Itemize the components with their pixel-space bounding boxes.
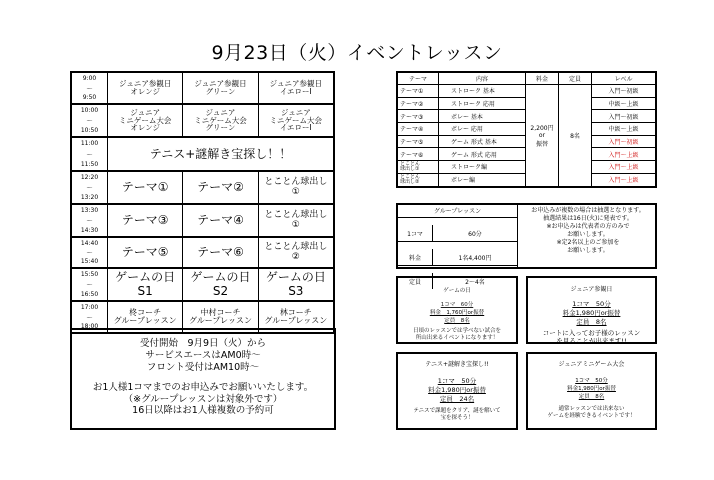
schedule-cell: ジュニア参観日 イエローⅠ bbox=[269, 79, 322, 96]
column-header: 内容 bbox=[439, 72, 526, 85]
theme-level: 中級～上級 bbox=[592, 97, 657, 110]
schedule-cell: テーマ① bbox=[108, 172, 183, 203]
schedule-cell: ジュニア ミニゲーム大会 グリーン bbox=[183, 105, 258, 136]
start-time: 11:00 bbox=[80, 140, 99, 147]
group-title: グループレッスン bbox=[398, 205, 518, 218]
theme-level: 入門～上級 bbox=[592, 161, 657, 174]
start-time: 12:20 bbox=[80, 174, 99, 181]
schedule-row: 9:00 ～ 9:50 ジュニア参観日 オレンジ ジュニア参観日 グリーン ジュニア参観日 イエローⅠ bbox=[72, 73, 333, 105]
box-line: 定員 24名 bbox=[439, 395, 475, 403]
page-title: 9月23日（火）イベントレッスン bbox=[211, 42, 503, 64]
start-time: 14:40 bbox=[80, 240, 99, 247]
schedule-cell: ジュニア参観日 グリーン bbox=[183, 73, 258, 103]
box-title: ゲームの日 bbox=[443, 288, 471, 294]
schedule-cell: テニス+謎解き宝探し！！ bbox=[149, 146, 292, 161]
schedule-cell: ゲームの日 S1 bbox=[108, 269, 183, 300]
theme-name: テーマ④ bbox=[397, 123, 439, 136]
box-line: 定員 8名 bbox=[576, 318, 607, 326]
schedule-row: 11:00 ～ 11:50 テニス+謎解き宝探し！！ bbox=[72, 138, 333, 172]
box-line: 料金 1,760円or振替 bbox=[429, 310, 485, 316]
box-desc: コートに入ってお子様のレッスン を見ることが出来ます!! bbox=[542, 329, 641, 346]
schedule-row: 14:40 ～ 15:40 テーマ⑤ テーマ⑥ とことん球出し ② bbox=[72, 238, 333, 269]
theme-level: 中級～上級 bbox=[592, 123, 657, 136]
end-time: 14:30 bbox=[80, 227, 99, 234]
junior-visit-box bbox=[526, 276, 657, 344]
theme-content: ボレー 応用 bbox=[439, 123, 526, 136]
theme-content: ストローク 応用 bbox=[439, 97, 526, 110]
schedule-row: 12:20 ～ 13:20 テーマ① テーマ② とことん球出し ① bbox=[72, 172, 333, 205]
schedule-cell: ジュニア参観日 オレンジ bbox=[108, 73, 183, 103]
start-time: 10:00 bbox=[80, 107, 99, 114]
theme-name: テーマ⑥ bbox=[397, 148, 439, 161]
theme-content: ボレー 基本 bbox=[439, 110, 526, 123]
schedule-cell: テーマ⑥ bbox=[183, 238, 258, 267]
theme-level: 入門～初級 bbox=[592, 135, 657, 148]
group-value: 2～4名 bbox=[465, 278, 485, 286]
schedule-cell: テーマ⑤ bbox=[108, 238, 183, 267]
schedule-cell: テーマ③ bbox=[108, 205, 183, 236]
box-line: 1コマ 50分 bbox=[572, 300, 611, 308]
group-label: 料金 bbox=[398, 249, 433, 265]
start-time: 17:00 bbox=[80, 304, 99, 311]
group-lesson-box bbox=[396, 203, 657, 286]
group-value: 60分 bbox=[468, 230, 482, 238]
schedule-cell: テーマ② bbox=[183, 172, 258, 203]
theme-content: ストローク編 bbox=[439, 161, 526, 174]
theme-name: テーマ① bbox=[397, 85, 439, 98]
info-line: 受付開始 9月9日（火）から bbox=[139, 338, 267, 349]
start-time: 9:00 bbox=[82, 75, 97, 82]
box-line: 1コマ 50分 bbox=[437, 377, 477, 385]
column-header: 定員 bbox=[559, 72, 592, 85]
box-line: 定員 8名 bbox=[578, 394, 605, 400]
column-header: 料金 bbox=[526, 72, 559, 85]
box-line: 料金1,980円or振替 bbox=[567, 386, 616, 392]
theme-level: 入門～初級 bbox=[592, 85, 657, 98]
start-time: 15:50 bbox=[80, 271, 99, 278]
schedule-row: 10:00 ～ 10:50 ジュニア ミニゲーム大会 オレンジ ジュニア ミニゲーム大会 グリーン ジュニア ミニゲーム大会 イエローⅠ bbox=[72, 105, 333, 138]
theme-content: ストローク 基本 bbox=[439, 85, 526, 98]
group-label: 1コマ bbox=[398, 225, 433, 241]
start-time: 13:30 bbox=[80, 207, 99, 214]
theme-content: ゲーム 形式 応用 bbox=[439, 148, 526, 161]
schedule-cell: ジュニア ミニゲーム大会 オレンジ bbox=[108, 105, 183, 136]
game-day-box bbox=[396, 276, 518, 344]
reservation-info bbox=[70, 328, 336, 430]
theme-name: テーマ③ bbox=[397, 110, 439, 123]
schedule-cell: とことん球出し ① bbox=[264, 177, 328, 197]
theme-level: 入門～初級 bbox=[592, 110, 657, 123]
box-desc: テニスで課題をクリア、謎を解いて 宝を探そう！ bbox=[413, 408, 501, 421]
theme-header-row bbox=[397, 72, 656, 85]
theme-name: テーマ② bbox=[397, 97, 439, 110]
end-time: 9:50 bbox=[82, 94, 97, 101]
schedule-row: 13:30 ～ 14:30 テーマ③ テーマ④ とことん球出し ① bbox=[72, 205, 333, 238]
theme-content: ボレー編 bbox=[439, 173, 526, 186]
box-title: テニス+謎解き宝探し!! bbox=[425, 361, 489, 368]
end-time: 11:50 bbox=[80, 161, 99, 168]
schedule-cell: 柊コーチ グループレッスン bbox=[108, 302, 183, 332]
theme-level: 入門～上級 bbox=[592, 148, 657, 161]
end-time: 10:50 bbox=[80, 127, 99, 134]
info-line: （※グループレッスンは対象外です） bbox=[123, 393, 283, 405]
box-title: ジュニアミニゲーム大会 bbox=[558, 361, 625, 368]
schedule-cell: 中村コーチ グループレッスン bbox=[183, 302, 258, 332]
theme-content: ゲーム 形式 基本 bbox=[439, 135, 526, 148]
schedule-cell: ゲームの日 S2 bbox=[183, 269, 258, 300]
box-line: 1コマ 60分 bbox=[440, 302, 474, 308]
treasure-hunt-box bbox=[396, 352, 518, 430]
column-header: テーマ bbox=[397, 72, 439, 85]
schedule-row: 15:50 ～ 16:50 ゲームの日 S1 ゲームの日 S2 ゲームの日 S3 bbox=[72, 269, 333, 302]
theme-table bbox=[396, 71, 657, 188]
end-time: 16:50 bbox=[80, 291, 99, 298]
info-line: サービスエースはAM0時～ bbox=[145, 349, 261, 361]
column-header: レベル bbox=[592, 72, 657, 85]
info-line: フロント受付はAM10時～ bbox=[146, 361, 260, 373]
box-line: 料金1,980円or振替 bbox=[428, 386, 486, 394]
box-line: 定員 8名 bbox=[444, 318, 470, 324]
box-desc: 通常レッスンでは出来ない ゲームを経験できるイベントです！ bbox=[547, 406, 636, 420]
box-title: ジュニア参観日 bbox=[570, 286, 613, 293]
schedule-cell: ゲームの日 S3 bbox=[265, 270, 326, 298]
group-label: 定員 bbox=[398, 273, 433, 289]
box-line: 1コマ 50分 bbox=[575, 378, 608, 384]
schedule-row: 17:00 ～ 18:00 柊コーチ グループレッスン 中村コーチ グループレッスン 林コーチ グループレッスン bbox=[72, 302, 333, 332]
theme-level: 入門～上級 bbox=[592, 173, 657, 186]
end-time: 18:00 bbox=[80, 323, 99, 330]
schedule-cell: ジュニア ミニゲーム大会 イエローⅠ bbox=[269, 107, 323, 133]
table-row bbox=[397, 85, 656, 98]
group-note: お申込みが複数の場合は抽選となります。 抽選結果は16日(火)に発表です。 ※お申込みは代表者の方のみで お願いします。 ※定2名以上のご参加を お願いします。 bbox=[531, 207, 645, 255]
theme-price: 2,200円 or 振替 bbox=[526, 85, 559, 187]
schedule-cell: テーマ④ bbox=[183, 205, 258, 236]
info-line: 16日以降はお1人様複数の予約可 bbox=[132, 405, 274, 417]
box-line: 料金1,980円or振替 bbox=[562, 309, 621, 317]
schedule-cell: とことん球出し ① bbox=[264, 210, 328, 230]
box-desc: 日頃のレッスンでは学べない試合を 所山出来るイベントになります！ bbox=[413, 328, 501, 341]
end-time: 15:40 bbox=[80, 258, 99, 265]
info-line: お1人様1コマまでのお申込みでお願いいたします。 bbox=[92, 381, 314, 393]
theme-capacity: 8名 bbox=[559, 85, 592, 187]
schedule-table bbox=[70, 71, 335, 334]
end-time: 13:20 bbox=[80, 194, 99, 201]
group-value: 1名4,400円 bbox=[458, 254, 492, 262]
junior-minigame-box bbox=[526, 352, 657, 430]
theme-name: テーマ⑤ bbox=[397, 135, 439, 148]
theme-name: とことん 球出し② bbox=[397, 173, 439, 186]
schedule-cell: 林コーチ グループレッスン bbox=[264, 307, 328, 325]
theme-name: とことん 球出し① bbox=[397, 161, 439, 174]
schedule-cell: とことん球出し ② bbox=[264, 242, 328, 262]
